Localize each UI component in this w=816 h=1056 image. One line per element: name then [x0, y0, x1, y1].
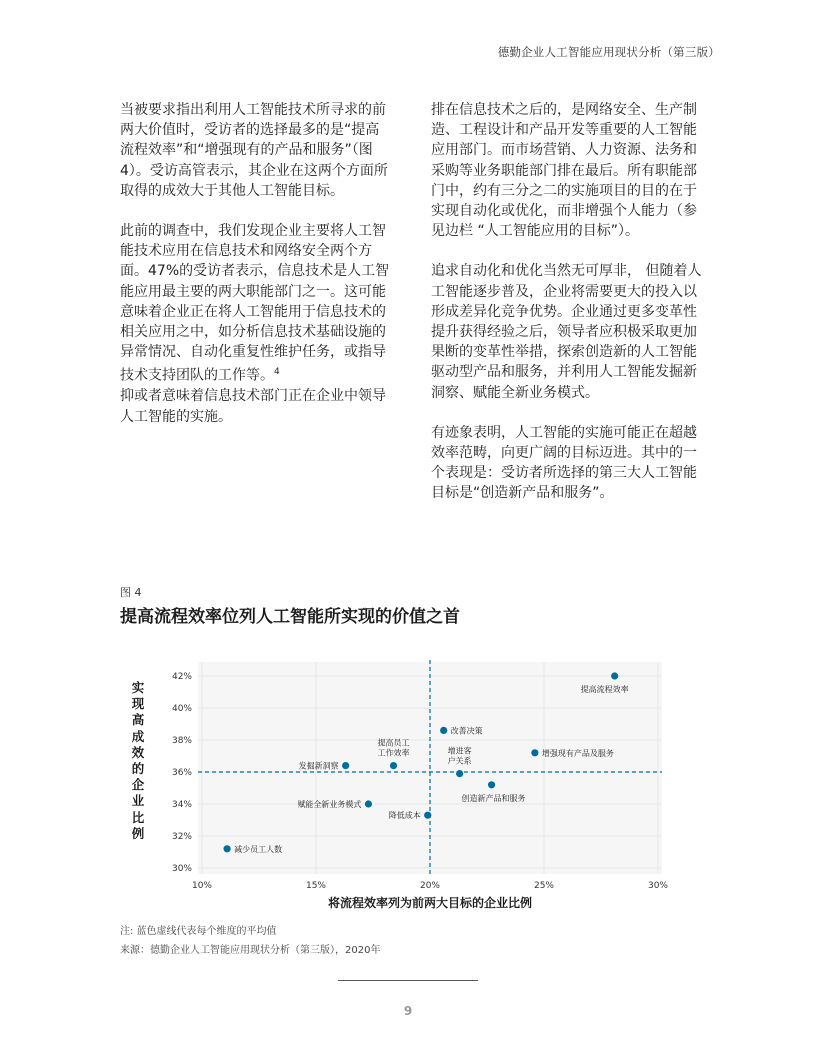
x-tick-label: 15% — [305, 881, 327, 891]
body-paragraph: 有迹象表明，人工智能的实施可能正在超越效率范畴，向更广阔的目标迈进。其中的一个表现是：受访者所选择的第三大人工智能目标是“创造新产品和服务”。 — [431, 424, 697, 502]
footnote-ref[interactable]: 4 — [274, 367, 280, 378]
data-point — [365, 800, 372, 807]
data-point — [223, 845, 230, 852]
point-label: 发掘新洞察 — [298, 761, 339, 771]
figure-source: 来源：德勤企业人工智能应用现状分析（第三版），2020年 — [120, 945, 381, 956]
y-tick-label: 40% — [171, 704, 192, 714]
figure-label: 图 4 — [120, 586, 142, 599]
point-label: 增进客户关系 — [447, 746, 472, 766]
page-number: 9 — [403, 1004, 413, 1018]
y-tick-label: 30% — [171, 864, 192, 874]
point-label: 创造新产品和服务 — [461, 793, 526, 803]
data-point — [342, 762, 349, 769]
x-axis-title: 将流程效率列为前两大目标的企业比例 — [327, 896, 532, 910]
data-point — [488, 781, 495, 788]
point-label: 提高流程效率 — [580, 685, 629, 694]
point-label: 改善决策 — [450, 726, 483, 736]
y-tick-label: 42% — [171, 672, 192, 682]
y-tick-label: 32% — [171, 832, 192, 842]
data-point — [611, 672, 618, 679]
x-tick-label: 10% — [191, 881, 213, 891]
x-tick-label: 25% — [533, 881, 555, 891]
body-paragraph: 抑或者意味着信息技术部门正在企业中领导人工智能的实施。 — [120, 388, 386, 425]
x-tick-label: 20% — [419, 881, 441, 891]
footer-rule — [338, 980, 478, 981]
body-paragraph: 此前的调查中，我们发现企业主要将人工智能技术应用在信息技术和网络安全两个方面。47%的受访者表示，信息技术是人工智能应用最主要的两大职能部门之一。这可能意味着企业正在将人工智能用于信息技术的相关应用之中，如分析信息技术基础设施的异常情况、自动化重复性维护任务，或指导技术支持团队的工作等。$^4$ — [120, 223, 390, 385]
body-paragraph: 当被要求指出利用人工智能技术所寻求的前两大价值时，受访者的选择最多的是“提高流程效率”和“增强现有的产品和服务”（图4）。受访高管表示，其企业在这两个方面所取得的成效大于其他人工智能目标。 — [120, 102, 388, 199]
point-label: 减少员工人数 — [234, 844, 283, 854]
point-label: 提高员工工作效率 — [377, 738, 410, 758]
figure-note: 注: 蓝色虚线代表每个维度的平均值 — [120, 926, 277, 937]
figure-title: 提高流程效率位列人工智能所实现的价值之首 — [120, 607, 460, 627]
y-tick-label: 38% — [171, 736, 192, 746]
body-paragraph: 追求自动化和优化当然无可厚非， 但随着人工智能逐步普及，企业将需要更大的投入以形成差异化竞争优势。企业通过更多变革性提升获得经验之后，领导者应积极采取更加果断的变革性举措，探索创造新的人工智能驱动型产品和服务，并利用人工智能发掘新洞察、赋能全新业务模式。 — [431, 263, 702, 401]
point-label: 降低成本 — [388, 811, 421, 821]
y-axis-title: 实现高成效的企业比例 — [131, 680, 145, 841]
point-label: 赋能全新业务模式 — [297, 800, 362, 809]
body-paragraph: 排在信息技术之后的，是网络安全、生产制造、工程设计和产品开发等重要的人工智能应用部门。而市场营销、人力资源、法务和采购等业务职能部门排在最后。所有职能部门中，约有三分之二的实施项目的目的在于实现自动化或优化，而非增强个人能力（参见边栏 “人工智能应用的目标”）。 — [431, 102, 697, 240]
data-point — [390, 762, 397, 769]
point-label: 增强现有产品及服务 — [541, 748, 614, 758]
data-point — [424, 812, 431, 819]
data-point — [440, 727, 447, 734]
data-point — [531, 749, 538, 756]
data-point — [456, 770, 463, 777]
y-tick-label: 34% — [171, 800, 192, 810]
y-tick-label: 36% — [171, 768, 192, 778]
x-tick-label: 30% — [647, 881, 669, 891]
running-header: 德勤企业人工智能应用现状分析（第三版） — [497, 45, 720, 59]
